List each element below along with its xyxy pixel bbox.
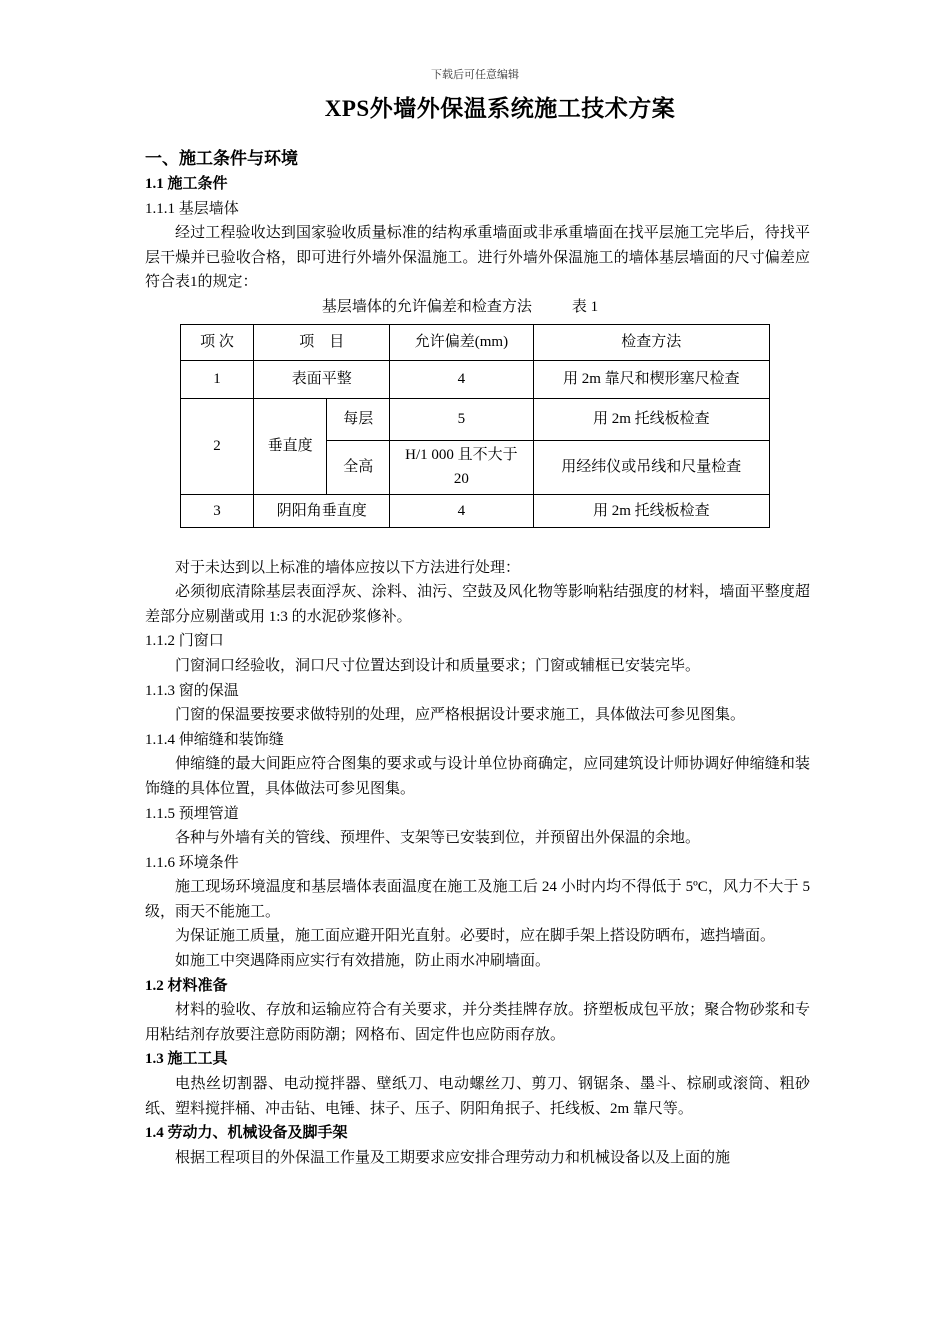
- table-cell: 2: [181, 398, 254, 494]
- table-cell: 每层: [327, 398, 390, 440]
- table-cell: 用 2m 靠尺和楔形塞尺检查: [533, 360, 769, 398]
- table-number: 表 1: [571, 298, 599, 315]
- table-cell: 3: [181, 494, 254, 527]
- paragraph: 门窗洞口经验收，洞口尺寸位置达到设计和质量要求；门窗或辅框已安装完毕。: [175, 657, 701, 674]
- paragraph: 必须彻底清除基层表面浮灰、涂料、油污、空鼓及风化物等影响粘结强度的材料，墙面平整度超差部分应剔凿或用 1:3 的水泥砂浆修补。: [145, 584, 810, 625]
- table-cell: 4: [390, 494, 533, 527]
- table-header-cell: 项 次: [181, 324, 254, 360]
- table-cell: 阴阳角垂直度: [254, 494, 390, 527]
- paragraph: 施工现场环境温度和基层墙体表面温度在施工及施工后 24 小时内均不得低于 5ºC，风力不大于 5 级，雨天不能施工。: [145, 879, 810, 920]
- subsubsection-heading: 1.1.5 预埋管道: [145, 805, 239, 822]
- table-cell: 全高: [327, 440, 390, 494]
- subsubsection-heading: 1.1.6 环境条件: [145, 854, 239, 871]
- paragraph: 对于未达到以上标准的墙体应按以下方法进行处理：: [175, 559, 521, 576]
- subsection-heading: 1.4 劳动力、机械设备及脚手架: [145, 1125, 348, 1142]
- table-row: [181, 494, 770, 527]
- table-header-cell: 项 目: [254, 324, 390, 360]
- paragraph: 门窗的保温要按要求做特别的处理，应严格根据设计要求施工，具体做法可参见图集。: [175, 707, 746, 724]
- document-title: XPS外墙外保温系统施工技术方案: [324, 96, 676, 121]
- subsubsection-heading: 1.1.1 基层墙体: [145, 200, 239, 217]
- table-cell: 1: [181, 360, 254, 398]
- header-watermark: 下载后可任意编辑: [431, 69, 519, 81]
- table-cell: 用经纬仪或吊线和尺量检查: [533, 440, 769, 494]
- subsection-heading: 1.3 施工工具: [145, 1051, 228, 1068]
- spacer: [145, 528, 810, 556]
- subsection-heading: 1.1 施工条件: [145, 176, 228, 192]
- table-cell: 用 2m 托线板检查: [533, 494, 769, 527]
- table-caption: [145, 295, 810, 320]
- subsubsection-heading: 1.1.4 伸缩缝和装饰缝: [145, 731, 284, 748]
- table-header-cell: 允许偏差(mm): [390, 324, 533, 360]
- paragraph: 为保证施工质量，施工面应避开阳光直射。必要时，应在脚手架上搭设防晒布，遮挡墙面。: [175, 928, 776, 945]
- paragraph: 各种与外墙有关的管线、预埋件、支架等已安装到位，并预留出外保温的余地。: [175, 830, 701, 847]
- paragraph: 如施工中突遇降雨应实行有效措施，防止雨水冲刷墙面。: [175, 953, 551, 970]
- paragraph: 根据工程项目的外保温工作量及工期要求应安排合理劳动力和机械设备以及上面的施: [175, 1149, 731, 1166]
- table-cell: 用 2m 托线板检查: [533, 398, 769, 440]
- table-cell: 5: [390, 398, 533, 440]
- table-header-row: [181, 324, 770, 360]
- paragraph: 电热丝切割器、电动搅拌器、壁纸刀、电动螺丝刀、剪刀、钢锯条、墨斗、棕刷或滚筒、粗砂纸、塑料搅拌桶、冲击钻、电锤、抹子、压子、阴阳角抿子、托线板、2m 靠尺等。: [145, 1076, 810, 1117]
- table-row: [181, 360, 770, 398]
- document-body: [145, 146, 810, 1170]
- table-caption-text: 基层墙体的允许偏差和检查方法: [321, 298, 532, 315]
- table-row: [181, 398, 770, 440]
- subsubsection-heading: 1.1.3 窗的保温: [145, 682, 239, 699]
- table-cell: H/1 000 且不大于 20: [390, 440, 533, 494]
- paragraph: 经过工程验收达到国家验收质量标准的结构承重墙面或非承重墙面在找平层施工完毕后，待找平层干燥并已验收合格，即可进行外墙外保温施工。进行外墙外保温施工的墙体基层墙面的尺寸偏差应符合表1的规定：: [145, 225, 810, 291]
- paragraph: 材料的验收、存放和运输应符合有关要求，并分类挂牌存放。挤塑板成包平放；聚合物砂浆和专用粘结剂存放要注意防雨防潮；网格布、固定件也应防雨存放。: [145, 1002, 810, 1043]
- section-heading: 一、施工条件与环境: [145, 149, 298, 168]
- table-cell: 表面平整: [254, 360, 390, 398]
- table-header-cell: 检查方法: [533, 324, 769, 360]
- tolerance-table: [180, 324, 770, 528]
- table-cell: 4: [390, 360, 533, 398]
- table-cell: 垂直度: [254, 398, 327, 494]
- subsubsection-heading: 1.1.2 门窗口: [145, 633, 224, 650]
- subsection-heading: 1.2 材料准备: [145, 977, 228, 994]
- paragraph: 伸缩缝的最大间距应符合图集的要求或与设计单位协商确定，应同建筑设计师协调好伸缩缝和装饰缝的具体位置，具体做法可参见图集。: [145, 756, 810, 797]
